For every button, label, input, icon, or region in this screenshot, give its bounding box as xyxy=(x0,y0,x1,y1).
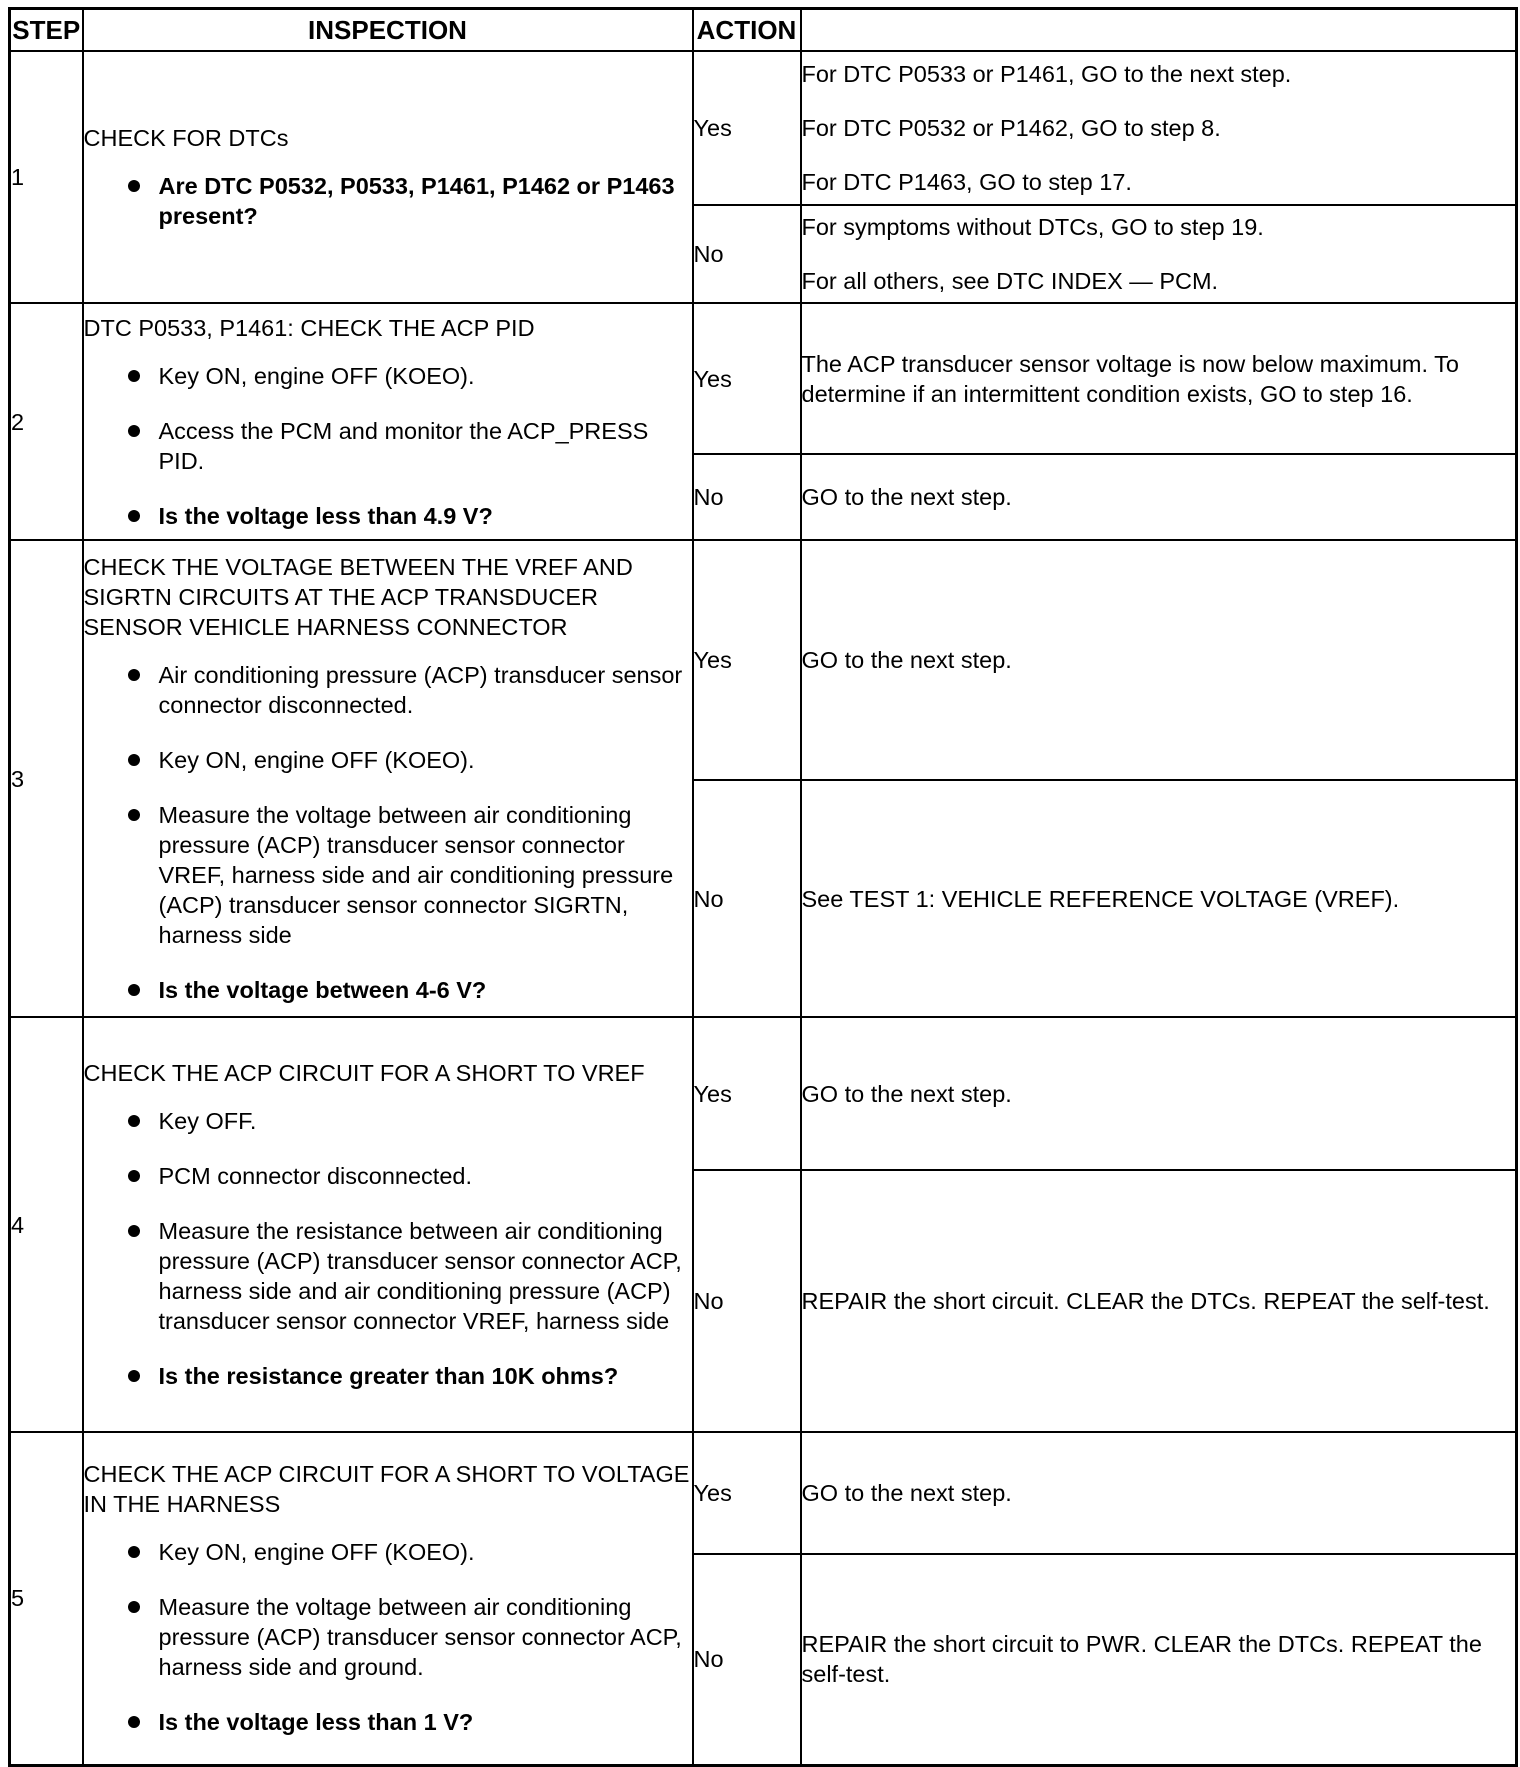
bullet-text: Is the voltage less than 1 V? xyxy=(158,1709,474,1736)
yes-label: Yes xyxy=(693,1432,801,1554)
no-action xyxy=(801,454,1517,540)
inspection-title: CHECK THE ACP CIRCUIT FOR A SHORT TO VOLTAGE IN THE HARNESS xyxy=(83,1461,690,1518)
inspection-bullet xyxy=(84,1106,692,1136)
bullet-icon xyxy=(128,754,140,766)
bullet-icon xyxy=(128,809,140,821)
inspection-bullets xyxy=(84,361,692,531)
action-text: GO to the next step. xyxy=(801,647,1012,673)
inspection-cell xyxy=(83,540,693,1017)
inspection-bullet xyxy=(84,800,692,950)
action-text: For symptoms without DTCs, GO to step 19. xyxy=(801,214,1264,240)
bullet-icon xyxy=(128,1716,140,1728)
step-number: 5 xyxy=(10,1432,83,1765)
inspection-bullet xyxy=(84,660,692,720)
bullet-icon xyxy=(128,1115,140,1127)
inspection-bullets xyxy=(84,1106,692,1391)
action-text: REPAIR the short circuit. CLEAR the DTCs. REPEAT the self-test. xyxy=(801,1288,1490,1314)
bullet-text: Key OFF. xyxy=(158,1108,257,1134)
inspection-cell xyxy=(83,51,693,303)
table-row xyxy=(10,540,1517,780)
bullet-icon xyxy=(128,1370,140,1382)
yes-label: Yes xyxy=(693,540,801,780)
action-text: For DTC P0532 or P1462, GO to step 8. xyxy=(801,115,1221,141)
inspection-bullet xyxy=(84,745,692,775)
no-label: No xyxy=(693,780,801,1017)
table-row xyxy=(10,303,1517,454)
inspection-bullet xyxy=(84,361,692,391)
bullet-text: Key ON, engine OFF (KOEO). xyxy=(158,362,475,389)
yes-action xyxy=(801,1017,1517,1170)
header-result xyxy=(801,9,1517,52)
no-action xyxy=(801,1170,1517,1432)
yes-label: Yes xyxy=(693,1017,801,1170)
yes-label: Yes xyxy=(693,303,801,454)
header-inspection: INSPECTION xyxy=(83,9,693,52)
bullet-text: Key ON, engine OFF (KOEO). xyxy=(158,1539,475,1566)
bullet-icon xyxy=(128,180,140,192)
no-label: No xyxy=(693,454,801,540)
inspection-bullet xyxy=(84,1537,692,1567)
inspection-title: CHECK FOR DTCs xyxy=(83,125,289,151)
inspection-question xyxy=(84,975,692,1005)
bullet-text: Access the PCM and monitor the ACP_PRESS PID. xyxy=(158,417,649,474)
inspection-bullets xyxy=(84,171,692,231)
yes-action xyxy=(801,51,1517,205)
bullet-icon xyxy=(128,1546,140,1558)
bullet-text: Is the resistance greater than 10K ohms? xyxy=(158,1363,619,1389)
action-text: GO to the next step. xyxy=(801,1480,1012,1506)
bullet-icon xyxy=(128,669,140,681)
no-label: No xyxy=(693,1170,801,1432)
action-text: For DTC P1463, GO to step 17. xyxy=(801,169,1132,195)
yes-action xyxy=(801,540,1517,780)
no-label: No xyxy=(693,205,801,303)
inspection-title: CHECK THE VOLTAGE BETWEEN THE VREF AND SIGRTN CIRCUITS AT THE ACP TRANSDUCER SENSOR VEHICLE HARNESS CONNECTOR xyxy=(83,554,633,640)
step-number: 3 xyxy=(10,540,83,1017)
no-action xyxy=(801,1554,1517,1765)
action-text: GO to the next step. xyxy=(801,484,1012,510)
no-label: No xyxy=(693,1554,801,1765)
bullet-text: Measure the voltage between air conditioning pressure (ACP) transducer sensor connector ACP, harness side and ground. xyxy=(158,1594,682,1681)
inspection-bullet xyxy=(84,1161,692,1191)
inspection-cell xyxy=(83,1017,693,1432)
bullet-text: Are DTC P0532, P0533, P1461, P1462 or P1463 present? xyxy=(158,173,675,229)
action-text: The ACP transducer sensor voltage is now below maximum. To determine if an intermittent condition exists, GO to step 16. xyxy=(801,350,1459,407)
bullet-icon xyxy=(128,370,140,382)
inspection-bullets xyxy=(84,1537,692,1737)
yes-action xyxy=(801,1432,1517,1554)
bullet-icon xyxy=(128,984,140,996)
header-step: STEP xyxy=(10,9,83,52)
inspection-question xyxy=(84,1707,692,1737)
bullet-text: Is the voltage between 4-6 V? xyxy=(158,977,487,1003)
bullet-text: PCM connector disconnected. xyxy=(158,1163,472,1189)
action-text: GO to the next step. xyxy=(801,1080,1012,1107)
bullet-text: Measure the resistance between air conditioning pressure (ACP) transducer sensor connector ACP, harness side and air conditioning pressure (ACP) transducer sensor connector VREF, harness side xyxy=(158,1218,682,1334)
table-body xyxy=(10,51,1517,1765)
action-text: For all others, see DTC INDEX — PCM. xyxy=(801,268,1219,294)
bullet-text: Air conditioning pressure (ACP) transducer sensor connector disconnected. xyxy=(158,662,683,718)
step-number: 2 xyxy=(10,303,83,540)
inspection-question xyxy=(84,1361,692,1391)
action-text: See TEST 1: VEHICLE REFERENCE VOLTAGE (VREF). xyxy=(801,885,1400,912)
inspection-bullet xyxy=(84,1592,692,1682)
inspection-bullet xyxy=(84,416,692,476)
yes-label: Yes xyxy=(693,51,801,205)
bullet-text: Key ON, engine OFF (KOEO). xyxy=(158,747,475,773)
header-action: ACTION xyxy=(693,9,801,52)
inspection-question xyxy=(84,501,692,531)
table-row xyxy=(10,1017,1517,1170)
table-row xyxy=(10,51,1517,205)
diagnostic-table xyxy=(8,7,1518,1767)
inspection-question xyxy=(84,171,692,231)
table-row xyxy=(10,1432,1517,1554)
inspection-cell xyxy=(83,1432,693,1765)
bullet-text: Measure the voltage between air conditioning pressure (ACP) transducer sensor connector VREF, harness side and air conditioning pressure (ACP) transducer sensor connector SIGRTN, harness side xyxy=(158,802,674,948)
yes-action xyxy=(801,303,1517,454)
table-header-row xyxy=(10,9,1517,52)
inspection-title: CHECK THE ACP CIRCUIT FOR A SHORT TO VREF xyxy=(83,1060,645,1086)
no-action xyxy=(801,205,1517,303)
bullet-icon xyxy=(128,1170,140,1182)
inspection-bullet xyxy=(84,1216,692,1336)
action-text: REPAIR the short circuit to PWR. CLEAR the DTCs. REPEAT the self-test. xyxy=(801,1631,1482,1688)
action-text: For DTC P0533 or P1461, GO to the next step. xyxy=(801,61,1292,87)
no-action xyxy=(801,780,1517,1017)
step-number: 1 xyxy=(10,51,83,303)
bullet-text: Is the voltage less than 4.9 V? xyxy=(158,502,493,529)
bullet-icon xyxy=(128,1225,140,1237)
step-number: 4 xyxy=(10,1017,83,1432)
inspection-cell xyxy=(83,303,693,540)
inspection-bullets xyxy=(84,660,692,1005)
bullet-icon xyxy=(128,1601,140,1613)
inspection-title: DTC P0533, P1461: CHECK THE ACP PID xyxy=(83,314,535,341)
bullet-icon xyxy=(128,425,140,437)
bullet-icon xyxy=(128,510,140,522)
